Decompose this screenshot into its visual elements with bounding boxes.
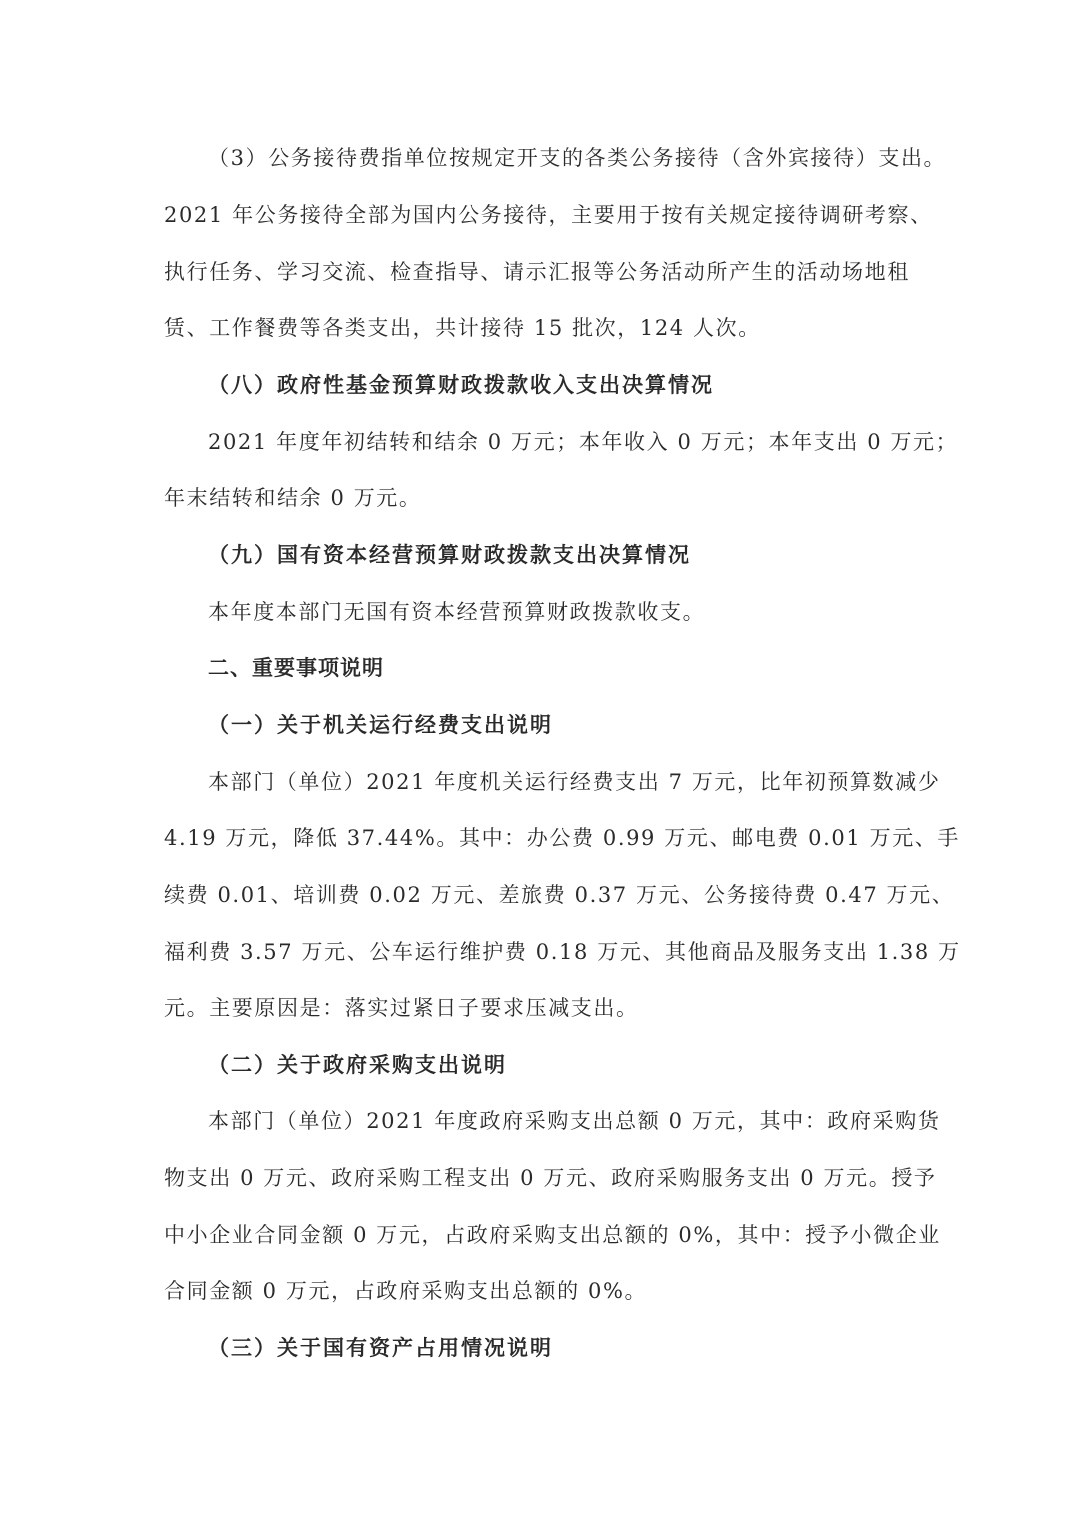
- text-line: 4.19 万元，降低 37.44%。其中：办公费 0.99 万元、邮电费 0.01 万元、手: [164, 826, 960, 850]
- text-line: 本部门（单位）2021 年度政府采购支出总额 0 万元，其中：政府采购货: [208, 1109, 941, 1133]
- text-line: （3）公务接待费指单位按规定开支的各类公务接待（含外宾接待）支出。: [208, 146, 947, 170]
- text-line: 本部门（单位）2021 年度机关运行经费支出 7 万元，比年初预算数减少: [208, 770, 941, 794]
- section-heading: （二）关于政府采购支出说明: [208, 1052, 507, 1077]
- text-line: 本年度本部门无国有资本经营预算财政拨款收支。: [208, 600, 706, 624]
- text-line: 物支出 0 万元、政府采购工程支出 0 万元、政府采购服务支出 0 万元。授予: [164, 1166, 937, 1190]
- text-line: 赁、工作餐费等各类支出，共计接待 15 批次，124 人次。: [164, 316, 761, 340]
- text-line: 执行任务、学习交流、检查指导、请示汇报等公务活动所产生的活动场地租: [164, 260, 910, 284]
- text-line: 中小企业合同金额 0 万元，占政府采购支出总额的 0%，其中：授予小微企业: [164, 1223, 941, 1247]
- text-line: 福利费 3.57 万元、公车运行维护费 0.18 万元、其他商品及服务支出 1.38 万: [164, 940, 961, 964]
- text-line: 合同金额 0 万元，占政府采购支出总额的 0%。: [164, 1279, 648, 1303]
- text-line: 年末结转和结余 0 万元。: [164, 486, 422, 510]
- section-heading: （八）政府性基金预算财政拨款收入支出决算情况: [208, 372, 714, 397]
- text-line: 续费 0.01、培训费 0.02 万元、差旅费 0.37 万元、公务接待费 0.47 万元、: [164, 883, 955, 907]
- chapter-heading: 二、重要事项说明: [208, 655, 384, 680]
- text-line: 2021 年度年初结转和结余 0 万元；本年收入 0 万元；本年支出 0 万元；: [208, 430, 959, 454]
- section-heading: （三）关于国有资产占用情况说明: [208, 1335, 553, 1360]
- section-heading: （九）国有资本经营预算财政拨款支出决算情况: [208, 542, 691, 567]
- text-line: 2021 年公务接待全部为国内公务接待，主要用于按有关规定接待调研考察、: [164, 203, 933, 227]
- text-line: 元。主要原因是：落实过紧日子要求压减支出。: [164, 996, 639, 1020]
- section-heading: （一）关于机关运行经费支出说明: [208, 712, 553, 737]
